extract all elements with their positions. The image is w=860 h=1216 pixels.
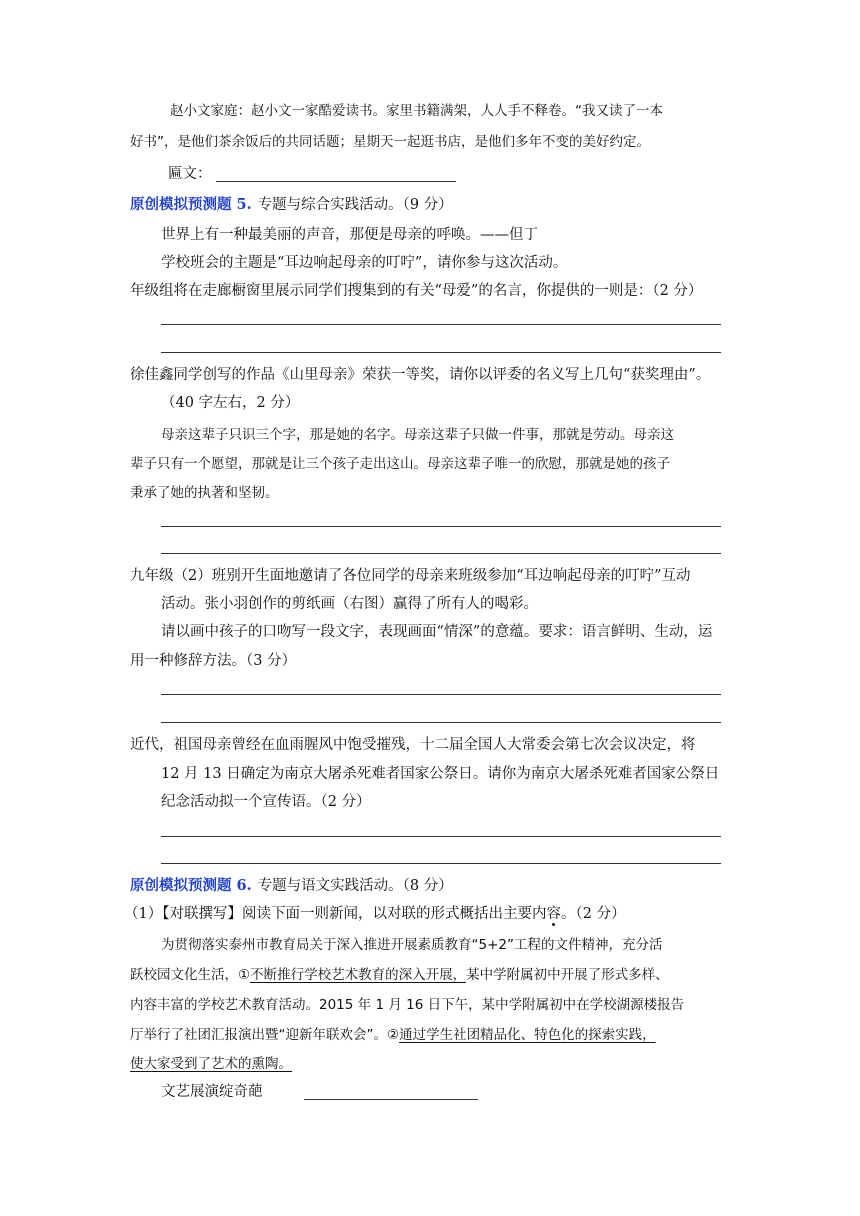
q5-item-2-line-1: 徐佳鑫同学创写的作品《山里母亲》荣获一等奖，请你以评委的名义写上几句“获奖理由”。 [130,367,711,383]
q6-heading-text: 专题与语文实践活动。（8 分） [257,878,453,894]
q5-item-2-answer-line-1[interactable] [161,526,721,527]
q5-intro: 学校班会的主题是“耳边响起母亲的叮咛”，请你参与这次活动。 [161,255,568,271]
q5-item-4-answer-line-2[interactable] [161,863,721,864]
couplet-second-line-answer[interactable] [304,1099,478,1100]
q6-news-line-2-a: 跃校园文化生活，① [130,967,251,983]
q5-item-3-answer-line-2[interactable] [161,722,721,723]
q6-news-underline-3: 使大家受到了艺术的熏陶。 [130,1056,292,1072]
q5-item-4-line-3: 纪念活动拟一个宣传语。（2 分） [161,794,371,810]
q5-item-4-answer-line-1[interactable] [161,836,721,837]
q6-heading-label: 原创模拟预测题 6. [130,877,252,894]
zhao-line-1: 赵小文家庭：赵小文一家酷爱读书。家里书籍满架，人人手不释卷。“我又读了一本 [170,103,663,119]
q5-quote: 世界上有一种最美丽的声音，那便是母亲的呼唤。——但丁 [161,227,538,243]
zhao-line-2: 好书”，是他们茶余饭后的共同话题；星期天一起逛书店，是他们多年不变的美好约定。 [130,134,650,150]
q5-heading-label: 原创模拟预测题 5. [130,196,252,213]
q5-item-4-line-2: 12 月 13 日确定为南京大屠杀死难者国家公祭日。请你为南京大屠杀死难者国家公祭日 [161,766,720,782]
q6-news-line-1: 为贯彻落实泰州市教育局关于深入推进开展素质教育“5+2”工程的文件精神，充分活 [161,937,663,953]
q5-passage-line-2: 辈子只有一个愿望，那就是让三个孩子走出这山。母亲这辈子唯一的欣慰，那就是她的孩子 [130,456,670,472]
q6-news-underline-2: 通过学生社团精品化、特色化的探索实践， [399,1027,656,1043]
q5-item-2-line-2: （40 字左右，2 分） [161,395,300,411]
q5-item-1: 年级组将在走廊橱窗里展示同学们搜集到的有关“母爱”的名言，你提供的一则是：（2 分） [130,283,703,299]
plaque-answer-line[interactable] [216,181,456,182]
couplet-first-line: 文艺展演绽奇葩 [161,1084,263,1100]
q6-news-line-4 [130,1025,656,1045]
q6-sub-1 [124,904,626,924]
q6-news-line-2 [130,965,669,985]
q5-item-2-answer-line-2[interactable] [161,553,721,554]
q6-sub-1-text-a: （1）【对联撰写】阅读下面一则新闻，以对联的形式概括出主要内 [124,906,547,922]
q6-news-line-4-a: 厅举行了社团汇报演出暨“迎新年联欢会”。② [130,1027,400,1043]
q5-item-3-line-1: 九年级（2）班别开生面地邀请了各位同学的母亲来班级参加“耳边响起母亲的叮咛”互动 [130,568,691,584]
q6-sub-1-emphasis: 容 [546,906,561,922]
q5-item-3-line-4: 用一种修辞方法。（3 分） [130,653,297,669]
q5-item-3-line-2: 活动。张小羽创作的剪纸画（右图）赢得了所有人的喝彩。 [161,596,538,612]
q5-passage-line-1: 母亲这辈子只识三个字，那是她的名字。母亲这辈子只做一件事，那就是劳动。母亲这 [161,427,674,443]
q6-heading [130,876,453,896]
q6-news-underline-1: 不断推行学校艺术教育的深入开展， [250,967,467,983]
q5-item-4-line-1: 近代，祖国母亲曾经在血雨腥风中饱受摧残，十二届全国人大常委会第七次会议决定，将 [130,737,696,753]
q5-item-1-answer-line-2[interactable] [161,352,721,353]
q5-passage-line-3: 秉承了她的执著和坚韧。 [130,485,279,501]
q6-news-line-3: 内容丰富的学校艺术教育活动。2015 年 1 月 16 日下午，某中学附属初中在学校湖源楼报告 [130,997,685,1013]
q6-news-line-2-b: 某中学附属初中开展了形式多样、 [466,967,669,983]
q6-sub-1-text-b: 。（2 分） [560,906,626,922]
q5-heading-text: 专题与综合实践活动。（9 分） [257,197,453,213]
plaque-label: 匾文： [168,166,212,182]
q6-news-line-5 [130,1054,292,1074]
q5-item-1-answer-line-1[interactable] [161,324,721,325]
q5-item-3-answer-line-1[interactable] [161,694,721,695]
q5-heading [130,195,453,215]
q5-item-3-line-3: 请以画中孩子的口吻写一段文字，表现画面“情深”的意蕴。要求：语言鲜明、生动，运 [161,624,713,640]
